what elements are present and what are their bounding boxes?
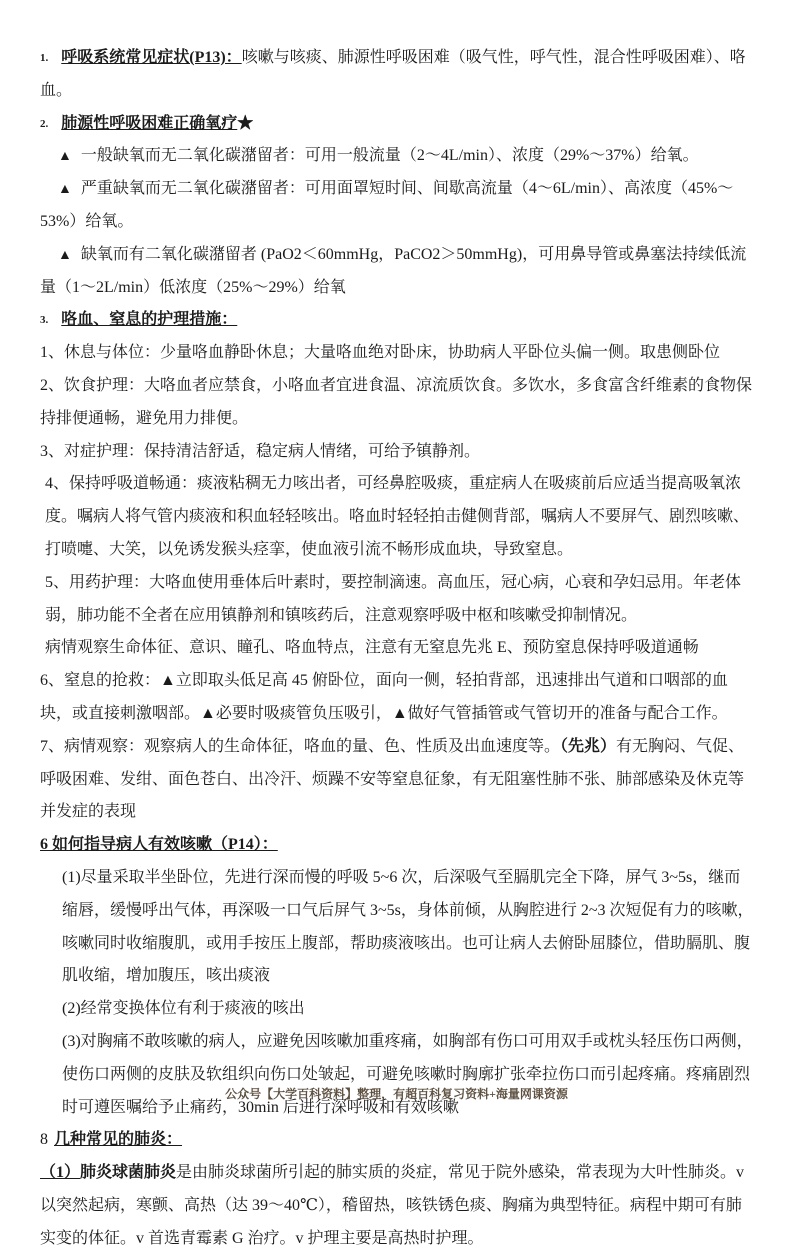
paragraph-text: 7、病情观察：观察病人的生命体征，咯血的量、色、性质及出血速度等。 bbox=[40, 737, 561, 755]
cough-step bbox=[40, 1026, 755, 1124]
cough-step bbox=[40, 993, 755, 1026]
item-number: （1） bbox=[40, 1164, 81, 1182]
section-title: 几种常见的肺炎： bbox=[54, 1131, 183, 1149]
paragraph-text: 病情观察生命体征、意识、瞳孔、咯血特点，注意有无窒息先兆 E、预防窒息保持呼吸道通畅 bbox=[45, 639, 699, 657]
section-heading-symptoms bbox=[40, 42, 755, 108]
paragraph-text: 1、休息与体位：少量咯血静卧休息；大量咯血绝对卧床，协助病人平卧位头偏一侧。取患侧卧位 bbox=[40, 344, 721, 362]
paragraph-text: (1)尽量采取半坐卧位，先进行深而慢的呼吸 5~6 次，后深吸气至膈肌完全下降，屏气 3~5s，继而缩唇，缓慢呼出气体，再深吸一口气后屏气 3~5s，身体前倾，从胸腔进行 2~3 次短促有力的咳嗽，咳嗽同时收缩腹肌，或用手按压上腹部，帮助痰液咳出。也可让病人去俯卧屈膝位，借助膈肌、腹肌收缩，增加腹压，咳出痰液 bbox=[62, 868, 754, 985]
paragraph-text: (2)经常变换体位有利于痰液的咳出 bbox=[62, 1000, 305, 1018]
cough-step bbox=[40, 862, 755, 993]
triangle-bullet-icon: ▲ bbox=[58, 182, 72, 198]
list-number: 2. bbox=[40, 117, 49, 130]
section-heading-oxygen-therapy bbox=[40, 108, 755, 141]
list-number: 3. bbox=[40, 314, 49, 327]
paragraph-text: 6、窒息的抢救：▲立即取头低足高 45 俯卧位，面向一侧，轻拍背部，迅速排出气道和口咽部的血块，或直接刺激咽部。▲必要时吸痰管负压吸引，▲做好气管插管或气管切开的准备与配合工作。 bbox=[40, 672, 728, 722]
section-title: 咯血、窒息的护理措施： bbox=[61, 311, 238, 329]
footer-text: 公众号【大学百科资料】整理，有超百科复习资料+海量网课资源 bbox=[225, 1087, 568, 1101]
triangle-bullet-icon: ▲ bbox=[58, 247, 72, 263]
item-title: 肺炎球菌肺炎 bbox=[80, 1164, 177, 1182]
care-paragraph bbox=[40, 436, 755, 469]
section-number: 8 bbox=[40, 1131, 48, 1149]
care-paragraph bbox=[40, 370, 755, 436]
paragraph-text: 是由肺炎球菌所引起的肺实质的炎症，常见于院外感染，常表现为大叶性肺炎。v 以突然起病，寒颤、高热（达 39～40℃），稽留热，咳铁锈色痰、胸痛为典型特征。病程中期可有肺实变的体征。v 首选青霉素 G 治疗。v 护理主要是高热时护理。 bbox=[40, 1164, 745, 1247]
section-title: 呼吸系统常见症状(P13)： bbox=[61, 49, 242, 66]
observation-note bbox=[40, 632, 755, 665]
care-paragraph-observe bbox=[40, 731, 755, 829]
bullet-text: 缺氧而有二氧化碳潴留者 (PaO2＜60mmHg，PaCO2＞50mmHg)，可用鼻导管或鼻塞法持续低流量（1～2L/min）低浓度（25%～29%）给氧 bbox=[40, 245, 747, 296]
star-icon: ★ bbox=[237, 114, 254, 132]
bullet-text: 严重缺氧而无二氧化碳潴留者：可用面罩短时间、间歇高流量（4～6L/min）、高浓度（45%～53%）给氧。 bbox=[40, 180, 734, 230]
paragraph-text: (3)对胸痛不敢咳嗽的病人，应避免因咳嗽加重疼痛，如胸部有伤口可用双手或枕头轻压伤口两侧，使伤口两侧的皮肤及软组织向伤口处皱起，可避免咳嗽时胸廓扩张牵拉伤口而引起疼痛。疼痛剧烈时可遵医嘱给予止痛药，30min 后进行深呼吸和有效咳嗽 bbox=[62, 1032, 753, 1116]
triangle-bullet-icon: ▲ bbox=[58, 149, 72, 165]
footer-watermark bbox=[0, 1085, 793, 1102]
list-number: 1. bbox=[40, 52, 49, 64]
section-heading-pneumonias bbox=[40, 1124, 755, 1157]
oxygen-bullet-item bbox=[40, 140, 755, 173]
paragraph-text: 有无胸闷、气促、呼吸困难、发绀、面色苍白、出冷汗、烦躁不安等窒息征象，有无阻塞性肺不张、肺部感染及休克等并发症的表现 bbox=[40, 737, 745, 821]
paragraph-text: 3、对症护理：保持清洁舒适，稳定病人情绪，可给予镇静剂。 bbox=[40, 442, 481, 460]
paragraph-text: 2、饮食护理：大咯血者应禁食，小咯血者宜进食温、凉流质饮食。多饮水，多食富含纤维素的食物保持排便通畅，避免用力排便。 bbox=[40, 376, 753, 427]
pneumonia-paragraph bbox=[40, 1157, 755, 1255]
care-paragraph bbox=[40, 665, 755, 731]
paragraph-text: 4、保持呼吸道畅通：痰液粘稠无力咳出者，可经鼻腔吸痰，重症病人在吸痰前后应适当提高吸氧浓度。嘱病人将气管内痰液和积血轻轻咳出。咯血时轻轻拍击健侧背部，嘱病人不要屏气、剧烈咳嗽、打喷嚏、大笑，以免诱发猴头痉挛，使血液引流不畅形成血块，导致窒息。 bbox=[45, 475, 750, 558]
section-body-text: 咳嗽与咳痰、肺源性呼吸困难（吸气性，呼气性，混合性呼吸困难）、咯血。 bbox=[40, 49, 746, 99]
emphasis-text: （先兆） bbox=[560, 737, 617, 755]
oxygen-bullet-item bbox=[40, 173, 755, 239]
section-heading-effective-cough bbox=[40, 829, 755, 862]
care-paragraph bbox=[40, 337, 755, 370]
bullet-text: 一般缺氧而无二氧化碳潴留者：可用一般流量（2～4L/min）、浓度（29%～37%）给氧。 bbox=[80, 147, 699, 165]
section-title: 6 如何指导病人有效咳嗽（P14）： bbox=[40, 836, 278, 854]
section-heading-hemoptysis-care bbox=[40, 304, 755, 337]
care-paragraph bbox=[40, 567, 755, 633]
paragraph-text: 5、用药护理：大咯血使用垂体后叶素时，要控制滴速。高血压，冠心病，心衰和孕妇忌用。年老体弱，肺功能不全者在应用镇静剂和镇咳药后，注意观察呼吸中枢和咳嗽受抑制情况。 bbox=[45, 573, 742, 624]
section-title: 肺源性呼吸困难正确氧疗 bbox=[61, 114, 238, 132]
oxygen-bullet-item bbox=[40, 239, 755, 305]
care-paragraph bbox=[40, 468, 755, 566]
